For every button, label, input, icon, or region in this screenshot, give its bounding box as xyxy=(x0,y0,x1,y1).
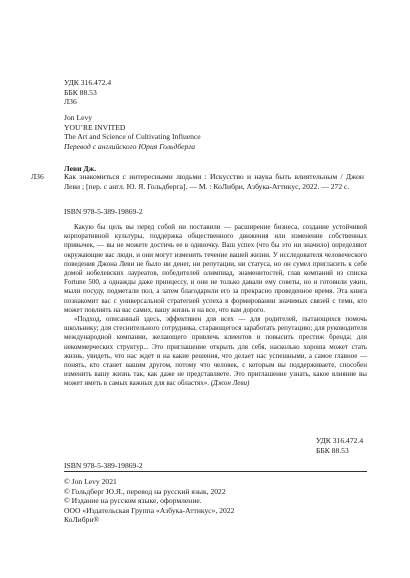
bbk-code: ББК 88.53 xyxy=(64,87,97,97)
bbk-bottom: ББК 88.53 xyxy=(316,445,349,455)
udk-bbk-bottom xyxy=(316,436,363,455)
annotation-paragraph: Какую бы цель вы перед собой ни поставили — расширение бизнеса, создание устойчивой корпоративной культуры, поддержка общественного движения или изменение собственных привычек, — вы не можете достичь ее в одиночку. Ваш успех (что бы это ни значило) определяют окружающие вас люди, и они могут изменить течение вашей жизни. У исследователя человеческого поведения Джона Леви не было ни денег, ни репутации, ни статуса, но он сумел пригласить к себе домой нобелевских лауреатов, победителей олимпиад, знаменитостей, глав компаний из списка Fortune 500, а однажды даже принцессу, и они не только давали ему советы, но и готовили ужин, мыли посуду, подметали пол, а затем благодарили его за прекрасно проведенное время. Эта книга познакомит вас с универсальной стратегией успеха в формировании значимых связей с теми, кто может повлиять на вас самих, вашу жизнь и на все, что вам дорого. xyxy=(64,223,367,314)
udk-bottom: УДК 316.472.4 xyxy=(316,436,364,445)
catalog-block xyxy=(64,78,111,107)
original-title: YOU’RE INVITED xyxy=(64,122,126,132)
udk-code: УДК 316.472.4 xyxy=(64,78,112,87)
copyright-line: © Jon Levy 2021 xyxy=(64,477,117,486)
author-mark: Л36 xyxy=(64,97,77,107)
original-author: Jon Levy xyxy=(64,113,93,122)
copyright-line: © Издание на русском языке, оформление. xyxy=(64,496,202,506)
bibliographic-description: Как знакомиться с интересными людьми : Искусство и наука быть влиятельным / Джон Леви ; [пер. с англ. Ю. Я. Гольдберга]. — М. : КоЛибри, Азбука-Аттикус, 2022. — 272 с. xyxy=(64,172,364,191)
isbn-top: ISBN 978-5-389-19869-2 xyxy=(64,207,143,216)
annotation-quote xyxy=(64,315,367,389)
annotation xyxy=(64,223,367,389)
copyright-block xyxy=(64,477,234,525)
copyright-line: ООО «Издательская Группа «Азбука-Аттикус», 2022 xyxy=(64,505,235,515)
author-heading: Леви Дж. xyxy=(64,164,96,173)
isbn-bottom: ISBN 978-5-389-19869-2 xyxy=(64,461,143,470)
quote-text: «Подход, описанный здесь, эффективен для всех — для родителей, пытающихся помочь школьнику; для стеснительного сотрудника, старающегося заработать репутацию; для руководителя международной компании, желающего привлечь клиентов и повысить престиж бренда; для некоммерческих структур... Это приглашение открыть для себя, насколько хороша может стать жизнь, увидеть, что нас ждет и на какие решения, что делает нас успешными, а самое главное — понять, кто станет вашим другом, потому что человек, с которым вы поддерживаете, способен изменить вашу жизнь так, как даже не представляете. Это приглашение узнать, какое влияние вы может иметь в самых важных для вас областях». xyxy=(64,315,367,388)
divider xyxy=(64,471,367,472)
translator-credit: Перевод с английского Юрия Гольдберга xyxy=(64,142,196,151)
original-edition-block xyxy=(64,113,201,142)
author-code-margin: Л36 xyxy=(31,172,44,181)
quote-signature: (Джон Леви) xyxy=(210,379,250,388)
copyright-line: © Гольдберг Ю.Я., перевод на русский язык, 2022 xyxy=(64,486,226,496)
original-subtitle: The Art and Science of Cultivating Influence xyxy=(64,132,201,142)
copyright-line: КоЛибри® xyxy=(64,515,100,525)
